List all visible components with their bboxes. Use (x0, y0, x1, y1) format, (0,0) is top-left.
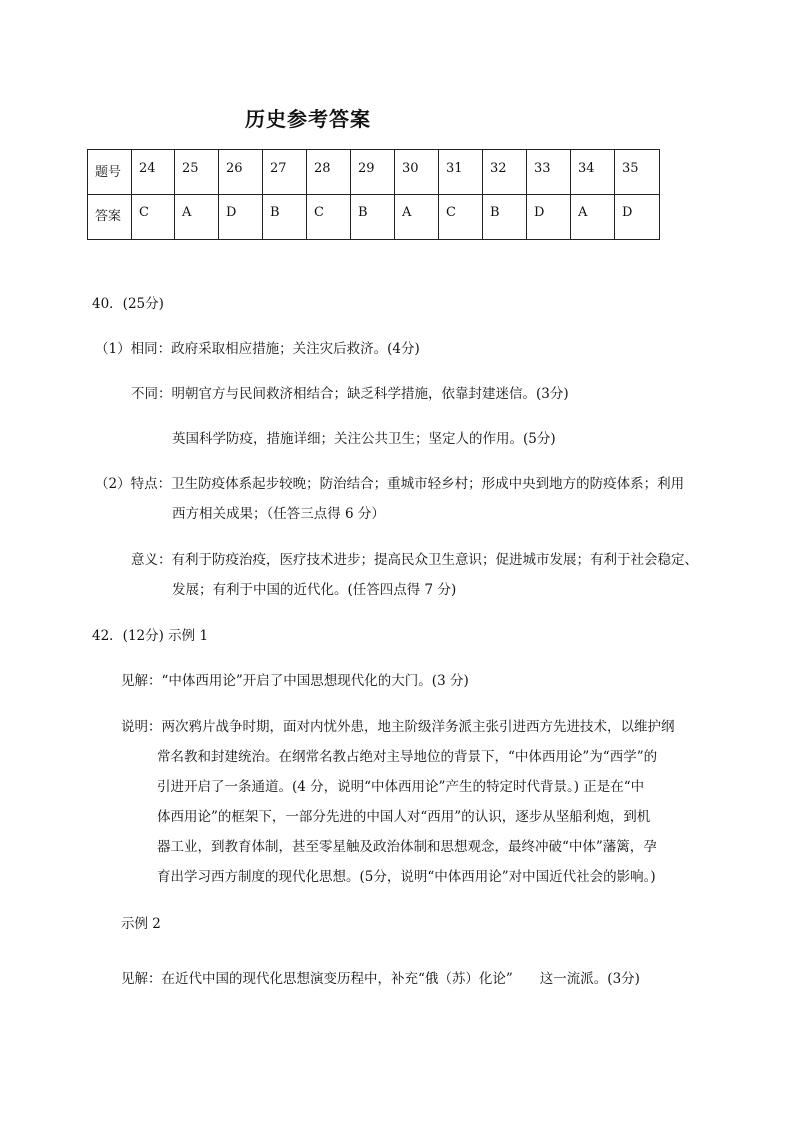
q42-explanation-line: 引进开启了一条通道。(4 分，说明“中体西用论”产生的特定时代背景。) 正是在“中 (157, 779, 645, 795)
q42-example-2-label: 示例 2 (121, 916, 161, 932)
q42-explanation-line: 说明：两次鸦片战争时期，面对内忧外患，地主阶级洋务派主张引进西方先进技术，以维护纲 (121, 719, 675, 735)
q40-heading: 40．(25分) (92, 296, 164, 312)
answer-cell: B (483, 195, 527, 240)
answer-table-number-row (88, 150, 660, 195)
table-header-label: 题号 (88, 150, 132, 195)
answer-table-answer-row (88, 195, 660, 240)
answer-cell: C (132, 195, 175, 240)
q40-part2-features-line1: （2）特点：卫生防疫体系起步较晚；防治结合；重城市轻乡村；形成中央到地方的防疫体系；利用 (95, 476, 685, 492)
q40-part1-difference-2: 英国科学防疫，措施详细；关注公共卫生；坚定人的作用。(5分) (172, 431, 556, 447)
q40-part2-features-line2: 西方相关成果；（任答三点得 6 分） (172, 506, 385, 522)
question-number: 25 (175, 150, 219, 195)
answer-cell: B (351, 195, 395, 240)
answer-cell: A (395, 195, 439, 240)
question-number: 35 (615, 150, 660, 195)
question-number: 28 (307, 150, 351, 195)
question-number: 33 (527, 150, 571, 195)
answer-cell: D (219, 195, 263, 240)
question-number: 32 (483, 150, 527, 195)
answer-cell: C (439, 195, 483, 240)
q40-part1-similarity: （1）相同：政府采取相应措施；关注灾后救济。(4分) (95, 341, 420, 357)
answer-cell: D (615, 195, 660, 240)
q40-part2-significance-line1: 意义：有利于防疫治疫，医疗技术进步；提高民众卫生意识；促进城市发展；有利于社会稳定、 (131, 552, 698, 568)
q42-heading: 42．(12分) 示例 1 (92, 628, 209, 644)
answer-table (87, 149, 660, 240)
table-answer-label: 答案 (88, 195, 132, 240)
answer-cell: C (307, 195, 351, 240)
question-number: 26 (219, 150, 263, 195)
q42-explanation-line: 常名教和封建统治。在纲常名教占绝对主导地位的背景下，“中体西用论”为“西学”的 (157, 749, 658, 765)
q42-view-1: 见解：“中体西用论”开启了中国思想现代化的大门。(3 分) (121, 673, 469, 689)
q42-view-2: 见解：在近代中国的现代化思想演变历程中，补充“俄（苏）化论” 这一流派。(3分) (121, 971, 640, 987)
q42-explanation-line: 器工业，到教育体制，甚至零星触及政治体制和思想观念，最终冲破“中体”藩篱，孕 (157, 839, 657, 855)
answer-cell: B (263, 195, 307, 240)
answer-cell: A (175, 195, 219, 240)
question-number: 24 (132, 150, 175, 195)
question-number: 34 (571, 150, 615, 195)
q40-part2-significance-line2: 发展；有利于中国的近代化。(任答四点得 7 分) (172, 582, 457, 598)
question-number: 31 (439, 150, 483, 195)
q40-part1-difference: 不同：明朝官方与民间救济相结合；缺乏科学措施，依靠封建迷信。(3分) (131, 386, 569, 402)
page-title: 历史参考答案 (245, 107, 371, 131)
answer-cell: A (571, 195, 615, 240)
question-number: 30 (395, 150, 439, 195)
question-number: 27 (263, 150, 307, 195)
question-number: 29 (351, 150, 395, 195)
q42-explanation-line: 育出学习西方制度的现代化思想。(5分，说明“中体西用论”对中国近代社会的影响。) (157, 869, 656, 885)
answer-cell: D (527, 195, 571, 240)
q42-explanation-line: 体西用论”的框架下，一部分先进的中国人对“西用”的认识，逐步从坚船利炮，到机 (157, 809, 651, 825)
